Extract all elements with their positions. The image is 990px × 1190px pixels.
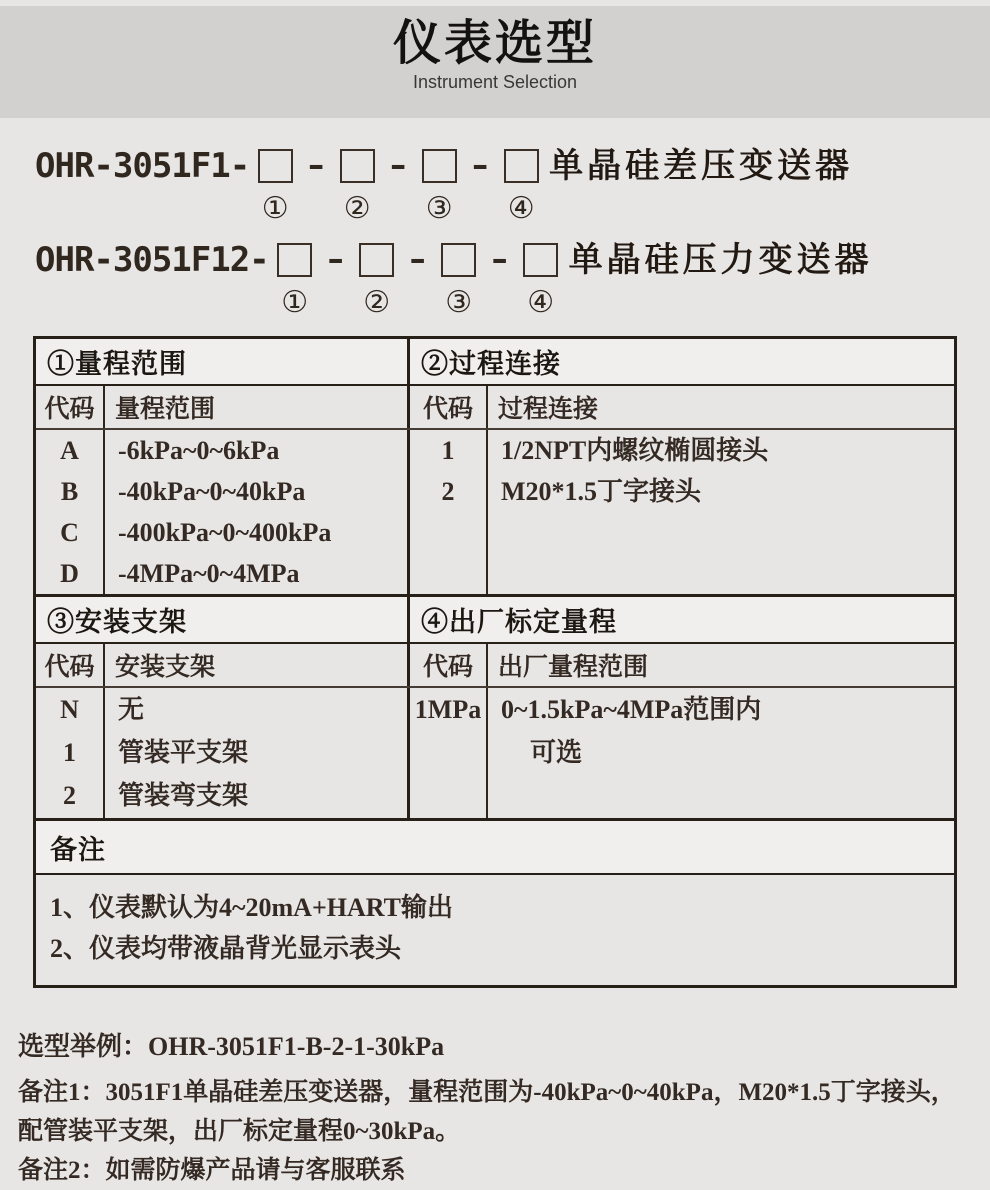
section-header-row-2 <box>36 597 954 644</box>
position-marker-3: ③ <box>425 191 453 226</box>
dash-separator: – <box>390 146 407 184</box>
dash-separator: – <box>327 240 344 278</box>
section-header-row-1 <box>36 339 954 386</box>
selection-example-value: OHR-3051F1-B-2-1-30kPa <box>148 1032 445 1061</box>
model-code-section <box>35 148 990 320</box>
range-value: -6kPa~0~6kPa <box>118 436 280 465</box>
column-header-range: 量程范围 <box>115 396 216 423</box>
range-value: -40kPa~0~40kPa <box>118 477 306 506</box>
range-value: -400kPa~0~400kPa <box>118 518 332 547</box>
section-title-calibration: ④出厂标定量程 <box>421 607 617 637</box>
selection-example-label: 选型举例： <box>18 1032 149 1061</box>
content-row-2 <box>36 688 954 821</box>
model-description: 单晶硅差压变送器 <box>549 147 854 185</box>
position-marker-1: ① <box>261 191 289 226</box>
code-box <box>504 149 539 183</box>
connection-value: M20*1.5丁字接头 <box>501 477 702 506</box>
code-box <box>277 243 312 277</box>
position-marker-3: ③ <box>445 285 473 320</box>
connection-value: 1/2NPT内螺纹椭圆接头 <box>501 436 769 465</box>
calibration-value-column <box>488 688 954 818</box>
range-code: A <box>60 436 79 465</box>
column-header-code: 代码 <box>36 386 105 428</box>
calibration-value: 可选 <box>530 738 583 767</box>
code-box <box>441 243 476 277</box>
range-value-column <box>105 430 407 594</box>
connection-value-column <box>488 430 954 594</box>
column-header-factory-range: 出厂量程范围 <box>498 654 649 681</box>
position-marker-2: ② <box>363 285 391 320</box>
code-box <box>340 149 375 183</box>
selection-example <box>18 1026 974 1063</box>
bracket-value: 无 <box>118 695 145 724</box>
position-marker-1: ① <box>281 285 309 320</box>
column-header-connection: 过程连接 <box>498 396 599 423</box>
dash-separator: – <box>472 146 489 184</box>
range-code: B <box>60 477 79 506</box>
calibration-code-column <box>410 688 488 818</box>
position-marker-2: ② <box>343 191 371 226</box>
range-code: D <box>60 559 79 588</box>
bracket-code: 2 <box>63 781 76 810</box>
model-prefix: OHR-3051F1- <box>35 146 250 186</box>
remark-line-2: 2、仪表均带液晶背光显示表头 <box>50 934 402 963</box>
connection-code: 1 <box>441 436 455 465</box>
code-box <box>359 243 394 277</box>
model-description: 单晶硅压力变送器 <box>568 241 873 279</box>
bracket-value: 管装平支架 <box>118 738 249 767</box>
section-title-connection: ②过程连接 <box>421 349 561 379</box>
bracket-code: 1 <box>63 738 76 767</box>
column-header-code: 代码 <box>410 386 488 428</box>
code-box-group <box>277 242 559 320</box>
dash-separator: – <box>491 240 508 278</box>
page-banner <box>0 6 990 118</box>
model-prefix: OHR-3051F12- <box>35 240 269 280</box>
column-header-bracket: 安装支架 <box>115 654 216 681</box>
footer-note-1: 备注1：3051F1单晶硅差压变送器，量程范围为-40kPa~0~40kPa，M20*1.5丁字接头，配管装平支架，出厂标定量程0~30kPa。 <box>18 1079 956 1145</box>
range-code: C <box>60 518 79 547</box>
bracket-code: N <box>60 695 79 724</box>
column-header-row-1 <box>36 386 954 430</box>
footer-notes <box>18 1026 974 1190</box>
selection-table <box>33 336 957 988</box>
remark-header: 备注 <box>50 834 106 865</box>
range-value: -4MPa~0~4MPa <box>118 559 300 588</box>
remark-line-1: 1、仪表默认为4~20mA+HART输出 <box>50 893 453 922</box>
position-marker-4: ④ <box>527 285 555 320</box>
calibration-code: 1MPa <box>414 695 482 724</box>
dash-separator: – <box>409 240 426 278</box>
code-box <box>523 243 558 277</box>
bracket-code-column <box>36 688 105 818</box>
position-marker-4: ④ <box>507 191 535 226</box>
footer-note-2: 备注2：如需防爆产品请与客服联系 <box>18 1157 406 1184</box>
bracket-value: 管装弯支架 <box>118 781 249 810</box>
section-title-bracket: ③安装支架 <box>47 607 187 637</box>
column-header-row-2 <box>36 644 954 688</box>
content-row-1 <box>36 430 954 597</box>
model-line-pressure <box>35 242 990 320</box>
connection-code: 2 <box>441 477 455 506</box>
column-header-code: 代码 <box>36 644 105 686</box>
page-title: 仪表选型 <box>392 17 597 70</box>
code-box <box>258 149 293 183</box>
range-code-column <box>36 430 105 594</box>
dash-separator: – <box>308 146 325 184</box>
page-subtitle: Instrument Selection <box>412 71 578 92</box>
column-header-code: 代码 <box>410 644 488 686</box>
connection-code-column <box>410 430 488 594</box>
section-title-range: ①量程范围 <box>47 349 187 379</box>
model-line-differential <box>35 148 990 226</box>
bracket-value-column <box>105 688 407 818</box>
remark-body <box>36 875 954 985</box>
calibration-value: 0~1.5kPa~4MPa范围内 <box>501 695 762 724</box>
code-box-group <box>257 148 539 226</box>
code-box <box>422 149 457 183</box>
remark-header-row <box>36 821 954 875</box>
